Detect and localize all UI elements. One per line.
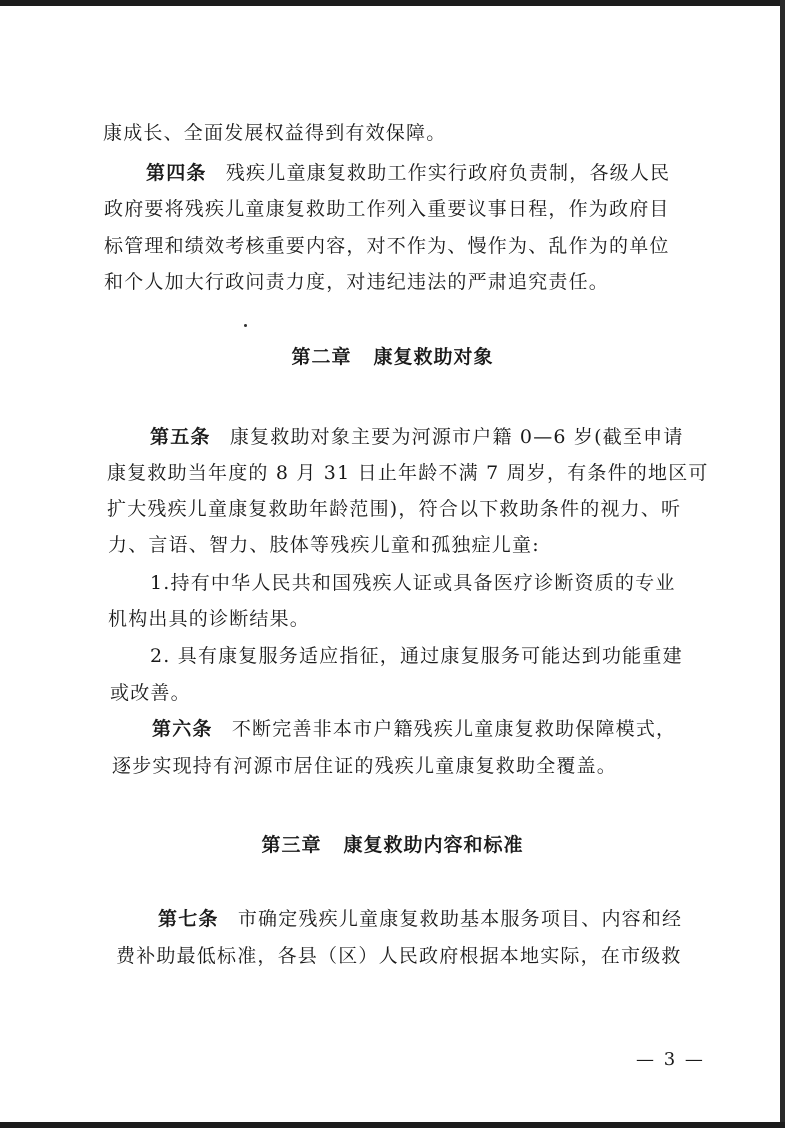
paragraph-line: 费补助最低标准，各县（区）人民政府根据本地实际，在市级救 (116, 945, 682, 967)
scan-speck (244, 324, 247, 327)
paragraph-line: 政府要将残疾儿童康复救助工作列入重要议事日程，作为政府目 (104, 198, 670, 220)
article-6-title: 第六条 (152, 718, 213, 740)
chapter-3-number: 第三章 (261, 834, 322, 856)
article-6-line (152, 716, 764, 742)
article-4-line (146, 160, 758, 186)
article-5-line (150, 424, 762, 450)
chapter-2-title: 康复救助对象 (373, 346, 494, 368)
paragraph-line: 康复救助当年度的 8 月 31 日止年龄不满 7 周岁，有条件的地区可 (107, 462, 709, 484)
paragraph-line: 或改善。 (110, 682, 191, 704)
list-item: 2. 具有康复服务适应指征，通过康复服务可能达到功能重建 (150, 645, 683, 667)
paragraph-line: 逐步实现持有河源市居住证的残疾儿童康复救助全覆盖。 (112, 755, 618, 777)
paragraph-line: 机构出具的诊断结果。 (108, 608, 311, 630)
paragraph-line: 康成长、全面发展权益得到有效保障。 (103, 122, 447, 144)
article-7-line (158, 906, 770, 932)
chapter-3-heading (0, 832, 785, 858)
paragraph-line: 和个人加大行政问责力度，对违纪违法的严肃追究责任。 (104, 271, 610, 293)
chapter-2-number: 第二章 (291, 346, 352, 368)
list-item: 1.持有中华人民共和国残疾人证或具备医疗诊断资质的专业 (150, 572, 676, 594)
article-4-title: 第四条 (146, 162, 207, 184)
chapter-3-title: 康复救助内容和标准 (343, 834, 524, 856)
article-5-title: 第五条 (150, 426, 211, 448)
article-7-text: 市确定残疾儿童康复救助基本服务项目、内容和经 (237, 908, 683, 930)
paragraph-line: 力、言语、智力、肢体等残疾儿童和孤独症儿童: (108, 534, 540, 556)
chapter-2-heading (0, 344, 785, 370)
paragraph-line: 标管理和绩效考核重要内容，对不作为、慢作为、乱作为的单位 (104, 235, 670, 257)
article-7-title: 第七条 (158, 908, 219, 930)
page-number: — 3 — (636, 1049, 705, 1070)
article-5-text: 康复救助对象主要为河源市户籍 0—6 岁(截至申请 (229, 426, 684, 448)
article-6-text: 不断完善非本市户籍残疾儿童康复救助保障模式， (231, 718, 677, 740)
article-4-text: 残疾儿童康复救助工作实行政府负责制，各级人民 (225, 162, 671, 184)
paragraph-line: 扩大残疾儿童康复救助年龄范围)，符合以下救助条件的视力、听 (107, 498, 682, 520)
